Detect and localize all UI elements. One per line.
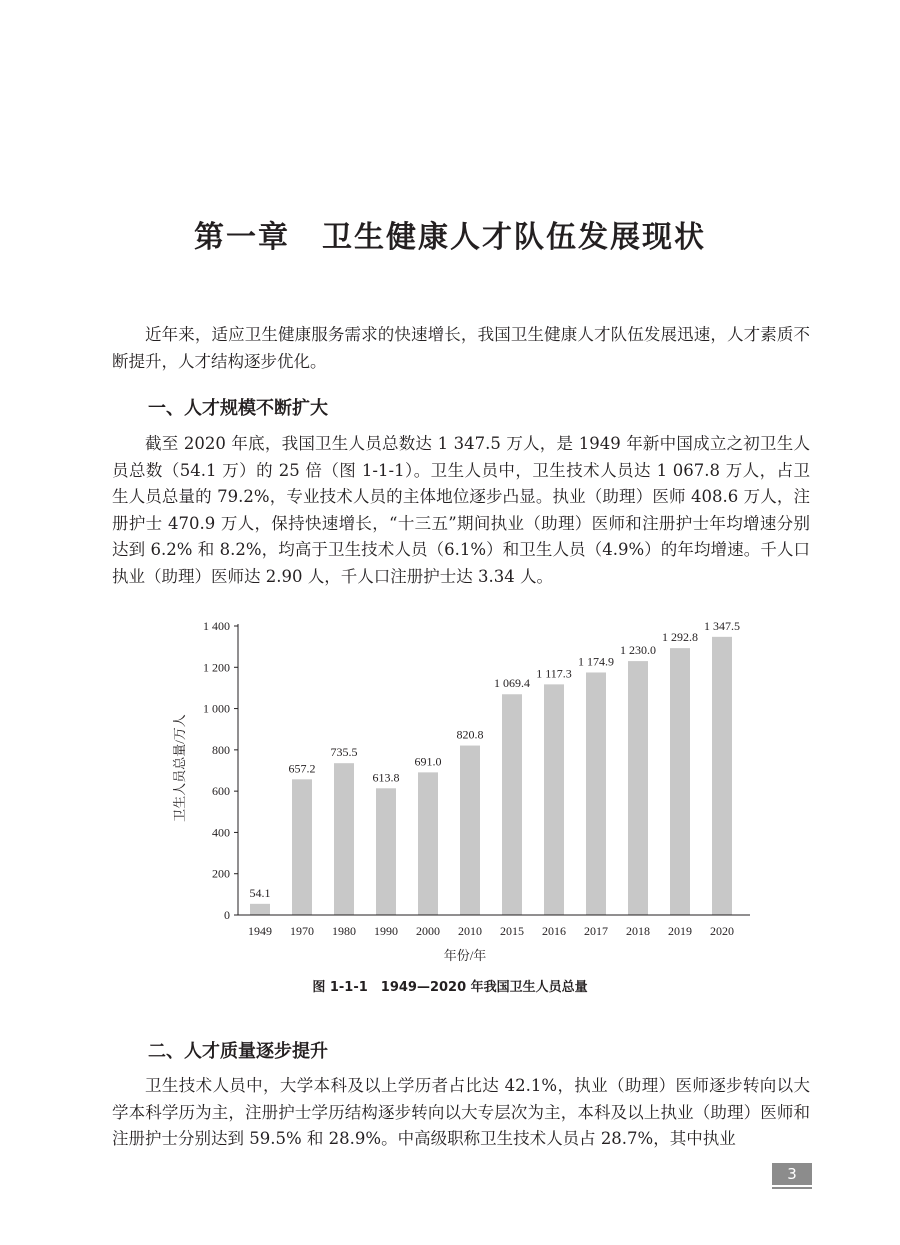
bar-chart <box>160 608 770 968</box>
page-number-rule <box>772 1187 812 1189</box>
bar-value-label: 1 117.3 <box>536 666 572 681</box>
x-tick-label: 2015 <box>500 924 524 938</box>
y-tick-label: 200 <box>212 866 230 881</box>
page-number: 3 <box>772 1163 812 1185</box>
bar-value-label: 1 174.9 <box>578 654 614 669</box>
section-1-paragraph: 截至 2020 年底，我国卫生人员总数达 1 347.5 万人，是 1949 年新中国成立之初卫生人员总数（54.1 万）的 25 倍（图 1-1-1）。卫生人员中，卫生技术人员达 1 067.8 万人，占卫生人员总量的 79.2%，专业技术人员的主体地位逐步凸显。执业（助理）医师 408.6 万人，注册护士 470.9 万人，保持快速增长，“十三五”期间执业（助理）医师和注册护士年均增速分别达到 6.2% 和 8.2%，均高于卫生技术人员（6.1%）和卫生人员（4.9%）的年均增速。千人口执业（助理）医师达 2.90 人，千人口注册护士达 3.34 人。 <box>112 434 810 586</box>
bars <box>250 619 741 915</box>
x-tick-label: 2019 <box>668 924 692 938</box>
bar-value-label: 1 292.8 <box>662 630 698 645</box>
bar <box>628 661 648 915</box>
bar <box>586 672 606 915</box>
x-tick-label: 1980 <box>332 924 356 938</box>
y-tick-label: 0 <box>224 908 230 922</box>
chapter-title: 第一章 卫生健康人才队伍发展现状 <box>194 220 706 255</box>
x-tick-label: 2010 <box>458 924 482 938</box>
bar <box>292 779 312 915</box>
bar <box>670 648 690 915</box>
section-2-heading: 二、人才质量逐步提升 <box>148 1041 328 1062</box>
y-tick-label: 400 <box>212 825 230 840</box>
bar <box>250 904 270 915</box>
bar-value-label: 1 069.4 <box>494 676 530 691</box>
x-tick-label: 2016 <box>542 924 566 938</box>
bar <box>460 746 480 915</box>
x-tick-label: 2020 <box>710 924 734 938</box>
bar-value-label: 657.2 <box>288 761 316 776</box>
x-tick-label: 2018 <box>626 924 650 938</box>
bar-value-label: 54.1 <box>249 885 271 900</box>
bar <box>334 763 354 915</box>
bar <box>418 772 438 915</box>
y-tick-label: 600 <box>212 784 230 799</box>
x-tick-label: 1990 <box>374 924 398 938</box>
x-axis <box>238 915 750 938</box>
bar <box>376 788 396 915</box>
y-tick-label: 1 000 <box>203 701 230 716</box>
section-1-heading: 一、人才规模不断扩大 <box>148 398 328 419</box>
y-tick-label: 1 400 <box>203 619 230 633</box>
bar <box>502 694 522 915</box>
x-tick-label: 2017 <box>584 924 608 938</box>
bar-value-label: 1 230.0 <box>620 643 656 658</box>
figure-caption: 图 1-1-1 1949—2020 年我国卫生人员总量 <box>312 980 588 995</box>
section-2-paragraph: 卫生技术人员中，大学本科及以上学历者占比达 42.1%，执业（助理）医师逐步转向以大学本科学历为主，注册护士学历结构逐步转向以大专层次为主，本科及以上执业（助理）医师和注册护士分别达到 59.5% 和 28.9%。中高级职称卫生技术人员占 28.7%，其中执业 <box>112 1076 810 1148</box>
bar-value-label: 691.0 <box>414 754 442 769</box>
y-axis <box>203 619 238 922</box>
y-tick-label: 800 <box>212 742 230 757</box>
bar-value-label: 820.8 <box>456 727 484 742</box>
x-tick-label: 1949 <box>248 924 272 938</box>
bar-value-label: 735.5 <box>330 745 358 760</box>
bar <box>544 684 564 915</box>
bar <box>712 637 732 915</box>
x-tick-label: 2000 <box>416 924 440 938</box>
intro-paragraph: 近年来，适应卫生健康服务需求的快速增长，我国卫生健康人才队伍发展迅速，人才素质不断提升，人才结构逐步优化。 <box>112 325 810 371</box>
x-axis-label: 年份/年 <box>443 948 487 963</box>
bar-value-label: 613.8 <box>372 770 400 785</box>
y-axis-label: 卫生人员总量/万人 <box>172 714 187 822</box>
y-tick-label: 1 200 <box>203 660 230 675</box>
x-tick-label: 1970 <box>290 924 314 938</box>
bar-value-label: 1 347.5 <box>704 618 740 633</box>
